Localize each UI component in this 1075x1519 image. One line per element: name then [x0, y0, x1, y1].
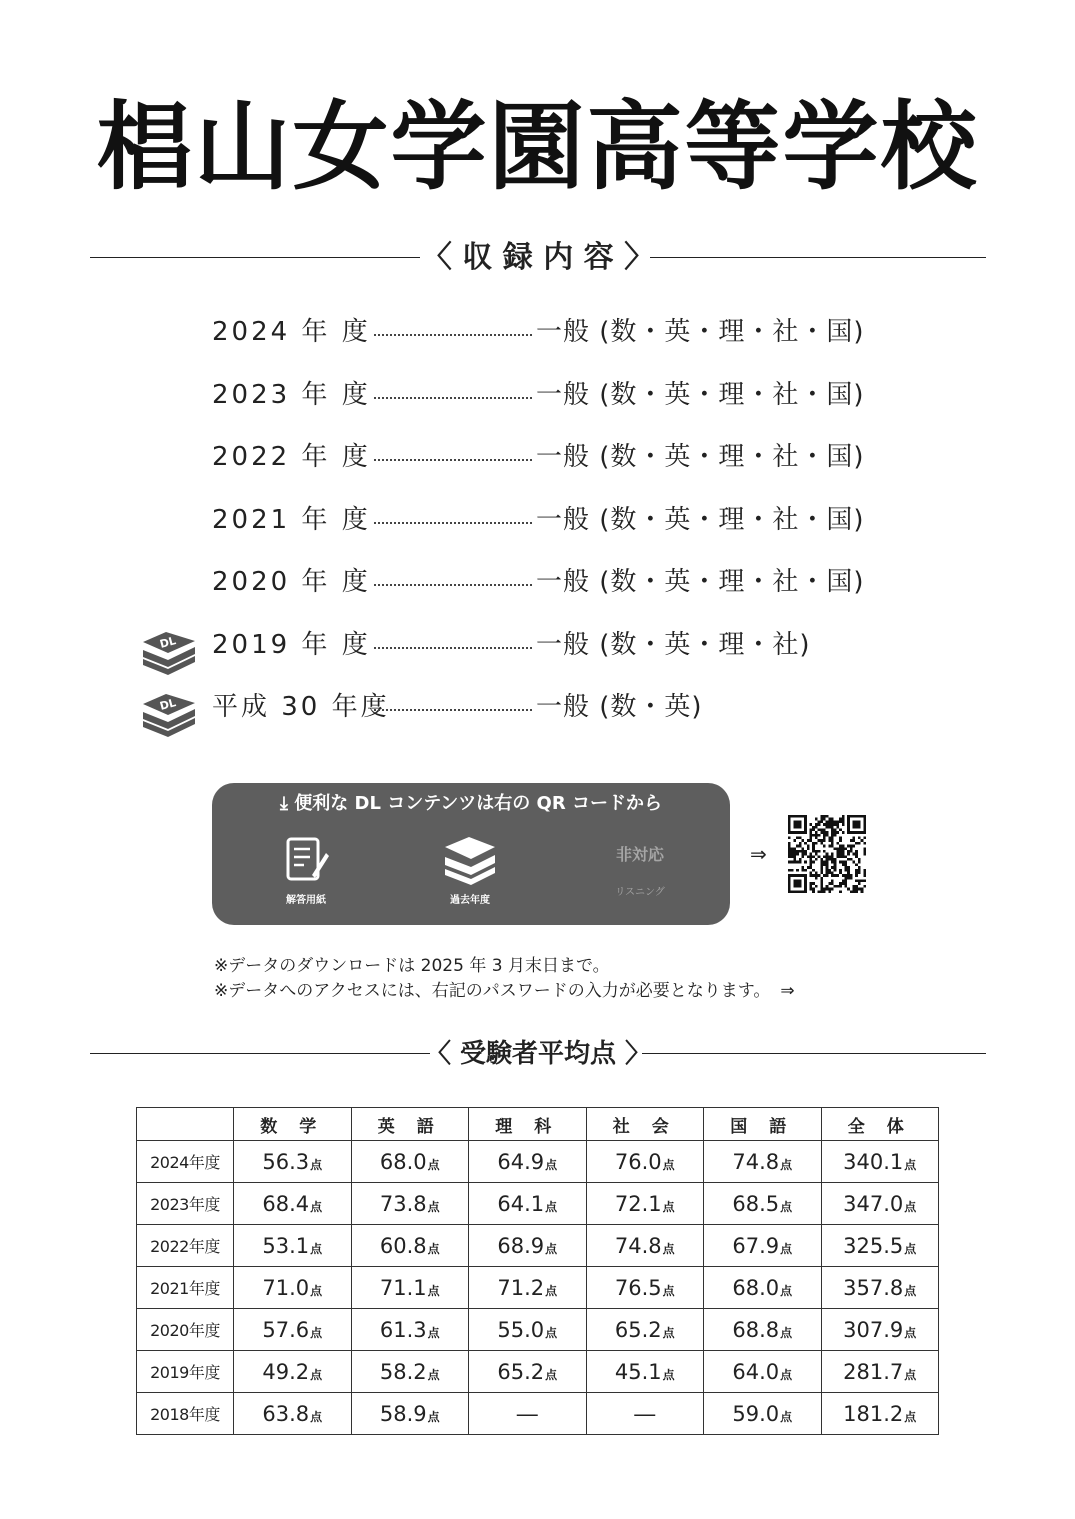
column-header: 全 体 — [821, 1108, 939, 1141]
score-cell: 181.2点 — [821, 1393, 939, 1435]
row-year: 2020年度 — [137, 1309, 234, 1351]
score-unit: 点 — [427, 1283, 440, 1298]
score-unit: 点 — [662, 1367, 675, 1382]
contents-exam: 一般 (数・英) — [536, 692, 703, 722]
score-unit: 点 — [780, 1241, 793, 1256]
score-unit: 点 — [780, 1157, 793, 1172]
score-cell: 58.9点 — [351, 1393, 469, 1435]
svg-text:DL: DL — [158, 696, 178, 713]
table-row — [137, 1393, 939, 1435]
row-year: 2021年度 — [137, 1267, 234, 1309]
row-year: 2022年度 — [137, 1225, 234, 1267]
contents-item — [140, 367, 940, 430]
download-icon: ⤓ — [280, 793, 288, 814]
dotted-leader — [374, 334, 532, 336]
score-unit: 点 — [545, 1283, 558, 1298]
score-unit: 点 — [310, 1409, 323, 1424]
score-cell: 71.1点 — [351, 1267, 469, 1309]
score-unit: 点 — [545, 1157, 558, 1172]
score-cell: 357.8点 — [821, 1267, 939, 1309]
score-cell: 68.0点 — [704, 1267, 822, 1309]
contents-exam: 一般 (数・英・理・社・国) — [536, 442, 865, 472]
dl-books-icon — [140, 691, 198, 737]
dotted-leader — [374, 647, 532, 649]
score-unit: 点 — [780, 1283, 793, 1298]
average-score-table — [136, 1107, 939, 1435]
score-unit: 点 — [427, 1325, 440, 1340]
contents-item — [140, 492, 940, 555]
score-unit: 点 — [310, 1367, 323, 1382]
score-cell: 73.8点 — [351, 1183, 469, 1225]
download-heading: ⤓ 便利な DL コンテンツは右の QR コードから — [280, 793, 662, 814]
score-cell: 71.0点 — [234, 1267, 352, 1309]
score-unit: 点 — [427, 1199, 440, 1214]
dotted-leader — [374, 397, 532, 399]
contents-exam: 一般 (数・英・理・社・国) — [536, 504, 865, 535]
score-cell: 57.6点 — [234, 1309, 352, 1351]
score-cell: 68.5点 — [704, 1183, 822, 1225]
score-cell: 68.0点 — [351, 1141, 469, 1183]
table-header-row — [137, 1108, 939, 1141]
contents-year: 2022 年 度 — [212, 442, 371, 472]
score-unit: 点 — [904, 1199, 917, 1214]
contents-exam: 一般 (数・英・理・社) — [536, 629, 811, 660]
contents-heading-label: 〈 収 録 内 容 〉 — [421, 240, 655, 275]
dotted-leader — [374, 522, 532, 524]
contents-year: 2021 年 度 — [212, 504, 371, 535]
contents-exam: 一般 (数・英・理・社・国) — [536, 317, 865, 347]
not-supported-badge: 非対応 — [615, 845, 664, 864]
scores-heading-label: 〈 受験者平均点 〉 — [424, 1039, 652, 1069]
score-cell: 65.2点 — [469, 1351, 587, 1393]
score-unit: 点 — [780, 1409, 793, 1424]
column-header: 英 語 — [351, 1108, 469, 1141]
score-cell: 59.0点 — [704, 1393, 822, 1435]
score-cell: 68.8点 — [704, 1309, 822, 1351]
score-cell: 58.2点 — [351, 1351, 469, 1393]
score-unit: 点 — [904, 1157, 917, 1172]
download-content-box — [212, 783, 730, 925]
score-cell: 307.9点 — [821, 1309, 939, 1351]
score-cell: ― — [469, 1393, 587, 1435]
score-cell: 55.0点 — [469, 1309, 587, 1351]
answer-sheet-icon — [282, 835, 330, 885]
listening-caption: リスニング — [615, 887, 665, 898]
score-cell: 68.9点 — [469, 1225, 587, 1267]
table-row — [137, 1267, 939, 1309]
table-row — [137, 1309, 939, 1351]
score-unit: 点 — [310, 1283, 323, 1298]
score-cell: 72.1点 — [586, 1183, 704, 1225]
answer-sheet-caption: 解答用紙 — [286, 895, 326, 906]
score-unit: 点 — [545, 1199, 558, 1214]
dl-books-icon — [140, 629, 198, 675]
score-unit: 点 — [780, 1367, 793, 1382]
past-years-item — [410, 835, 530, 906]
score-cell: 68.4点 — [234, 1183, 352, 1225]
score-cell: 325.5点 — [821, 1225, 939, 1267]
dotted-leader — [374, 709, 532, 711]
score-unit: 点 — [904, 1325, 917, 1340]
score-unit: 点 — [780, 1325, 793, 1340]
score-unit: 点 — [427, 1241, 440, 1256]
dotted-leader — [374, 459, 532, 461]
arrow-to-qr: ⇒ — [750, 842, 767, 866]
score-cell: 76.5点 — [586, 1267, 704, 1309]
score-unit: 点 — [545, 1325, 558, 1340]
score-unit: 点 — [662, 1283, 675, 1298]
score-cell: 63.8点 — [234, 1393, 352, 1435]
score-unit: 点 — [427, 1409, 440, 1424]
score-cell: 64.0点 — [704, 1351, 822, 1393]
score-cell: 61.3点 — [351, 1309, 469, 1351]
score-cell: ― — [586, 1393, 704, 1435]
listening-item — [580, 835, 700, 898]
contents-item — [140, 429, 940, 492]
table-row — [137, 1225, 939, 1267]
table-row — [137, 1183, 939, 1225]
contents-year: 2020 年 度 — [212, 567, 371, 597]
score-cell: 60.8点 — [351, 1225, 469, 1267]
contents-exam: 一般 (数・英・理・社・国) — [536, 567, 865, 597]
score-cell: 65.2点 — [586, 1309, 704, 1351]
row-year: 2024年度 — [137, 1141, 234, 1183]
download-notes — [214, 954, 795, 1004]
score-cell: 347.0点 — [821, 1183, 939, 1225]
score-unit: 点 — [427, 1157, 440, 1172]
column-header: 社 会 — [586, 1108, 704, 1141]
contents-item — [140, 617, 940, 680]
contents-heading — [90, 238, 986, 278]
table-row — [137, 1141, 939, 1183]
score-unit: 点 — [904, 1367, 917, 1382]
score-cell: 64.9点 — [469, 1141, 587, 1183]
school-title: 椙山女学園高等学校 — [96, 91, 979, 203]
score-unit: 点 — [545, 1241, 558, 1256]
score-cell: 71.2点 — [469, 1267, 587, 1309]
contents-year: 平成 30 年度 — [212, 692, 390, 722]
qr-code-icon[interactable] — [788, 815, 866, 893]
score-cell: 64.1点 — [469, 1183, 587, 1225]
score-unit: 点 — [545, 1367, 558, 1382]
score-cell: 74.8点 — [704, 1141, 822, 1183]
score-cell: 76.0点 — [586, 1141, 704, 1183]
score-unit: 点 — [780, 1199, 793, 1214]
row-year: 2023年度 — [137, 1183, 234, 1225]
scores-heading — [90, 1034, 986, 1074]
score-unit: 点 — [427, 1367, 440, 1382]
svg-text:DL: DL — [158, 633, 178, 651]
score-unit: 点 — [310, 1199, 323, 1214]
contents-item — [140, 679, 940, 742]
contents-exam: 一般 (数・英・理・社・国) — [536, 379, 865, 410]
contents-item — [140, 304, 940, 367]
score-unit: 点 — [904, 1409, 917, 1424]
score-cell: 340.1点 — [821, 1141, 939, 1183]
past-years-caption: 過去年度 — [450, 895, 490, 906]
score-unit: 点 — [310, 1325, 323, 1340]
note-deadline: ※データのダウンロードは 2025 年 3 月末日まで。 — [214, 956, 610, 976]
answer-sheet-item — [246, 835, 366, 906]
dotted-leader — [374, 584, 532, 586]
row-year: 2018年度 — [137, 1393, 234, 1435]
note-password: ※データへのアクセスには、右記のパスワードの入力が必要となります。 ⇒ — [214, 981, 795, 1001]
header-corner — [137, 1108, 234, 1141]
score-cell: 53.1点 — [234, 1225, 352, 1267]
table-body — [137, 1141, 939, 1435]
score-unit: 点 — [310, 1241, 323, 1256]
score-cell: 45.1点 — [586, 1351, 704, 1393]
column-header: 数 学 — [234, 1108, 352, 1141]
table-row — [137, 1351, 939, 1393]
score-unit: 点 — [310, 1157, 323, 1172]
score-unit: 点 — [662, 1199, 675, 1214]
score-unit: 点 — [662, 1157, 675, 1172]
score-unit: 点 — [904, 1241, 917, 1256]
contents-year: 2023 年 度 — [212, 379, 371, 410]
score-unit: 点 — [904, 1283, 917, 1298]
contents-year: 2019 年 度 — [212, 629, 371, 660]
arrow-to-password: ⇒ — [780, 981, 795, 1001]
score-unit: 点 — [662, 1241, 675, 1256]
column-header: 国 語 — [704, 1108, 822, 1141]
contents-item — [140, 554, 940, 617]
score-cell: 49.2点 — [234, 1351, 352, 1393]
books-icon — [441, 835, 499, 885]
score-cell: 56.3点 — [234, 1141, 352, 1183]
contents-list — [140, 304, 940, 742]
score-unit: 点 — [662, 1325, 675, 1340]
score-cell: 281.7点 — [821, 1351, 939, 1393]
score-cell: 67.9点 — [704, 1225, 822, 1267]
contents-year: 2024 年 度 — [212, 317, 371, 347]
column-header: 理 科 — [469, 1108, 587, 1141]
score-cell: 74.8点 — [586, 1225, 704, 1267]
row-year: 2019年度 — [137, 1351, 234, 1393]
